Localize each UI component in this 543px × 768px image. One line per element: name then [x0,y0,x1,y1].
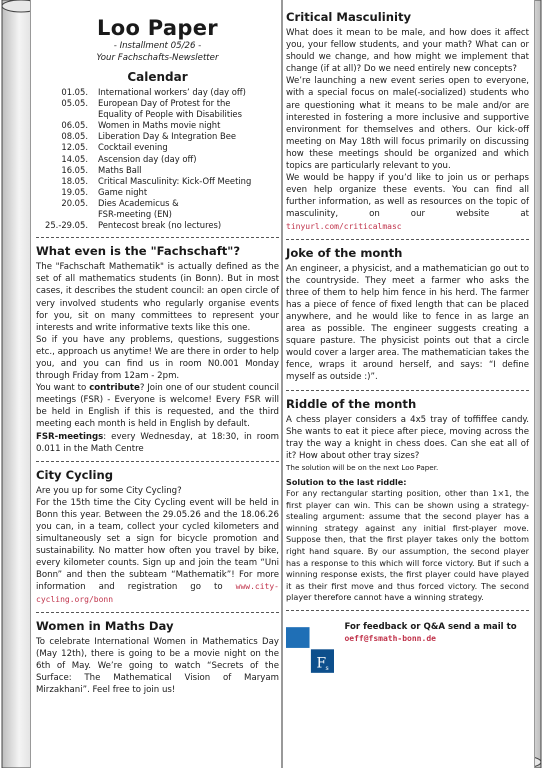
calendar-entry [36,198,279,209]
riddle-note: The solution will be on the next Loo Paper. [286,462,439,472]
women-in-maths-title: Women in Maths Day [36,618,174,633]
feedback-text: For feedback or Q&A send a mail to oeff@fsmath-bonn.de [344,622,517,644]
installment-label: - Installment 05/26 - [113,41,202,51]
calendar-date: 14.05. [61,153,88,164]
calendar-event: Cocktail evening [98,142,168,153]
masculinity-paragraph-3: We would be happy if you’d like to join us or perhaps even help organize these events. You can find all further information, as well as resources on the topic of masculinity, on our website at tinyurl.com/criticalmasc [286,173,529,231]
calendar-event: European Day of Protest for the [98,98,231,109]
calendar-event: Dies Academicus & [98,197,179,208]
calendar-date: 16.05. [61,164,88,175]
svg-text:s: s [325,665,329,673]
riddle-paragraph: A chess player considers a 4x5 tray of toffiffee candy. She wants to eat it piece after piece, moving across the tray the way a knight in chess does. Can she eat all of it? How about other tray sizes? [286,414,529,461]
calendar-date: 08.05. [61,131,88,142]
calendar-event: Game night [98,186,148,197]
joke-paragraph: An engineer, a physicist, and a mathematician go out to the countryside. They meet a farmer who asks the three of them to help him fence in his herd. The farmer has a piece of fence of fixed length that can be placed anywhere, and he would like to fence in as large an area as possible. The engineer suggests creating a square pasture. The physicist points out that a circle would cover a larger area. The mathematician takes the fence, wraps it around herself, and says: “I define myself as outside :)”. [286,263,529,383]
calendar-event: Pentecost break (no lectures) [98,220,222,231]
solution-heading: Solution to the last riddle: [286,476,407,487]
fachschaft-paragraph-2: So if you have any problems, questions, suggestions etc., approach us anytime! We are there in order to help you, and you can find us in room N0.001 Monday through Friday from 12am - 2pm. [36,334,279,382]
masculinity-paragraph-1: What does it mean to be male, and how does it affect you, your fellow students, and your math? What can or should we change, and how might we implement that change (if at all)? Do we need entirely new concepts? [286,28,529,75]
calendar-date: 25.-29.05. [45,220,88,231]
page-title: Loo Paper [97,16,218,40]
calendar-date: 06.05. [61,120,88,131]
masculinity-paragraph-2: We’re launching a new event series open to everyone, with a special focus on male(-socialized) students who are questioning what it means to be male and/or are interested in fostering a more inclusive and supportive environment for themselves and others. Our kick-off meeting on May 18th will focus primarily on discussing how these meetings should be organized and which topics are particularly relevant to you. [286,76,529,172]
calendar-list [36,87,279,231]
women-in-maths-paragraph: To celebrate International Women in Mathematics Day (May 12th), there is going to be a movie night on the 6th of May. We’re going to watch “Secrets of the Surface: The Mathematical Vision of Maryam Mirzakhani”. Feel free to join us! [36,636,279,696]
feedback-email-link[interactable]: oeff@fsmath-bonn.de [344,634,436,644]
fachschaft-title: What even is the "Fachschaft"? [36,244,241,259]
calendar-entry [36,98,279,109]
calendar-event: Critical Masculinity: Kick-Off Meeting [98,175,252,186]
calendar-entry [36,87,279,98]
calendar-entry [36,120,279,131]
calendar-event: Maths Ball [98,164,142,175]
calendar-date: 18.05. [61,175,88,186]
calendar-event: Equality of People with Disabilities [98,109,242,120]
fachschaft-paragraph-1: The "Fachschaft Mathematik" is actually defined as the set of all mathematics students (in Bonn). But in most cases, it describes the student council: an open circle of very involved students who regularly organise events for you, sit on many committees to represent your interests and write informative texts like this one. [36,262,279,333]
riddle-title: Riddle of the month [286,396,417,411]
calendar-entry [36,187,279,198]
calendar-date: 01.05. [61,87,88,97]
calendar-event: International workers’ day (day off) [98,87,246,97]
calendar-event: Liberation Day & Integration Bee [98,131,236,142]
calendar-entry [36,154,279,165]
fsr-meetings-info: FSR-meetings: every Wednesday, at 18:30, in room 0.011 in the Math Centre [36,431,279,454]
calendar-date [36,209,98,220]
city-cycling-paragraph: For the 15th time the City Cycling event will be held in Bonn this year. Between the 29.05.26 and the 18.06.26 you can, in a team, collect your cycled kilometers and simultaneously set a sign for bicycle promotion and sustainability. No matter how often you travel by bike, every kilometer counts. Sign up and join the team “Uni Bonn” and then the subteam “Mathematik”! For more information and registration go to www.city-cycling.org/bonn [36,497,279,604]
newsletter-tagline: Your Fachschafts-Newsletter [96,53,219,63]
fachschaft-paragraph-3: You want to contribute? Join one of our student council meetings (FSR) - Everyone is welcome! Every FSR will be held in English if this is requested, and the third meeting each month is held in English by default. [36,383,279,430]
city-cycling-link[interactable]: www.city-cycling.org/bonn [36,582,279,604]
calendar-event: FSR-meeting (EN) [98,209,172,220]
calendar-entry [36,165,279,176]
calendar-date: 12.05. [61,142,88,153]
left-column [36,0,279,696]
calendar-date: 05.05. [61,98,88,109]
calendar-entry [36,209,279,220]
calendar-event: Women in Maths movie night [98,120,221,131]
solution-paragraph: For any rectangular starting position, other than 1×1, the first player can win. This can be shown using a strategy-stealing argument: assume that the second player has a winning strategy against any initial first-player move. Suppose then, that the first player takes only the bottom right hand square. By our assumption, the second player has a response to this which will force victory. But if such a winning response exists, the first player could have played it as their first move and thus forced victory. The second player therefore cannot have a winning strategy. [286,488,529,603]
city-cycling-intro: Are you up for some City Cycling? [36,485,182,496]
joke-title: Joke of the month [286,245,403,260]
calendar-date: 19.05. [61,186,88,197]
calendar-date: 20.05. [61,197,88,208]
calendar-entry [36,109,279,120]
city-cycling-title: City Cycling [36,467,114,482]
masculinity-link[interactable]: tinyurl.com/criticalmasc [286,221,402,231]
feedback-box [286,617,529,683]
calendar-entry [36,220,279,231]
calendar-date [36,109,98,120]
calendar-entry [36,131,279,142]
calendar-title: Calendar [127,70,188,84]
critical-masculinity-title: Critical Masculinity [286,10,412,24]
calendar-entry [36,142,279,153]
calendar-event: Ascension day (day off) [98,153,197,164]
right-column [286,0,529,683]
calendar-entry [36,176,279,187]
fsmath-logo [286,617,334,683]
svg-text:F: F [316,655,327,672]
